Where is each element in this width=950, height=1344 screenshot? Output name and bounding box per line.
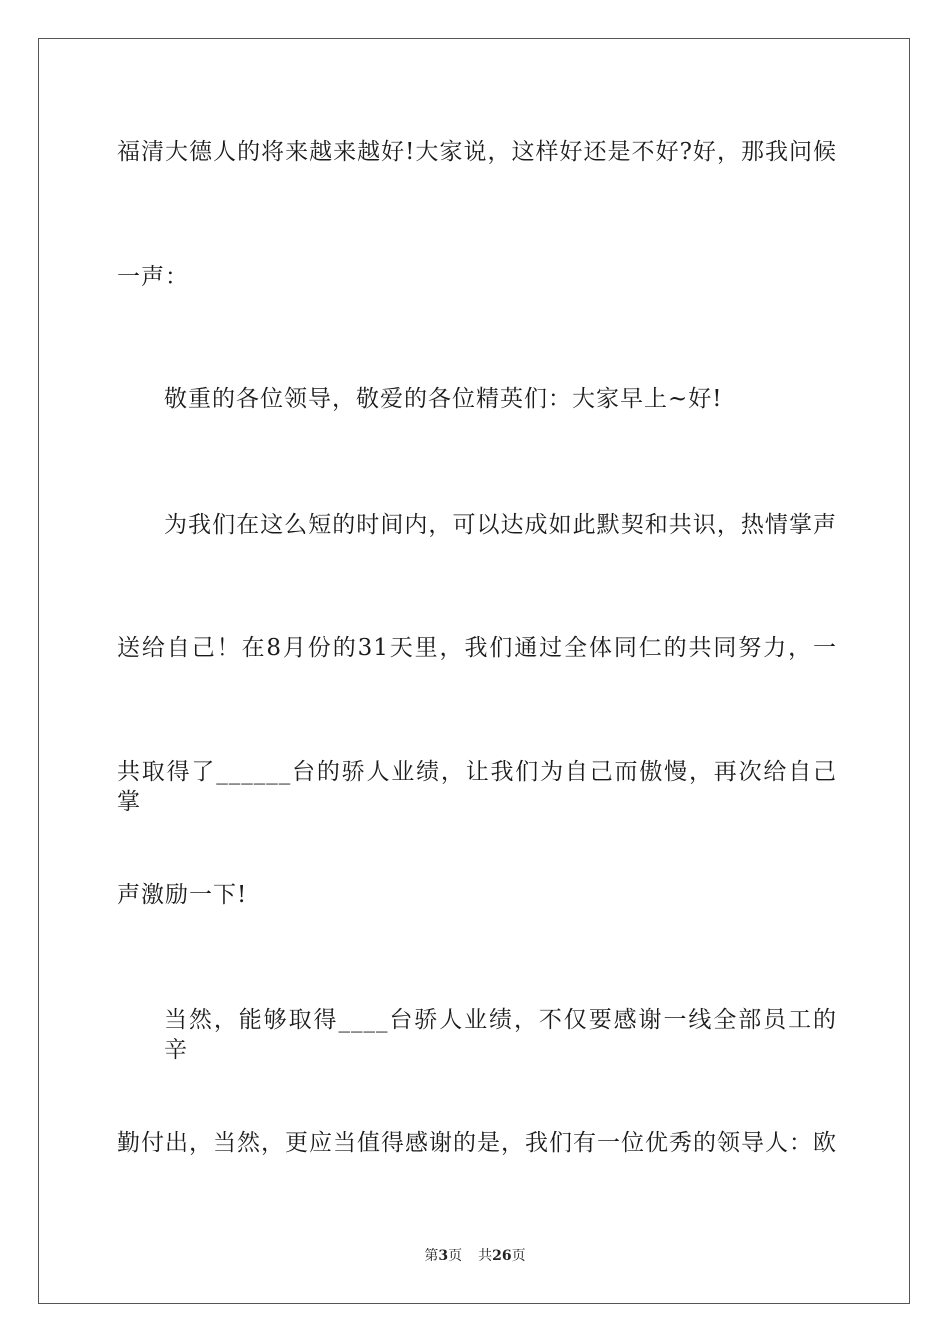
page-border bbox=[38, 38, 910, 1304]
body-text-line: 一声： bbox=[117, 264, 189, 290]
total-pages: 26 bbox=[492, 1248, 512, 1264]
total-suffix: 页 bbox=[511, 1248, 526, 1264]
body-text-line: 当然，能够取得____台骄人业绩，不仅要感谢一线全部员工的辛 bbox=[164, 1007, 837, 1063]
body-text-line: 为我们在这么短的时间内，可以达成如此默契和共识，热情掌声 bbox=[164, 512, 837, 538]
body-text-line: 共取得了______台的骄人业绩，让我们为自己而傲慢，再次给自己掌 bbox=[117, 759, 837, 815]
body-text-line: 敬重的各位领导，敬爱的各位精英们：大家早上~好! bbox=[164, 386, 723, 412]
body-text-line: 勤付出，当然，更应当值得感谢的是，我们有一位优秀的领导人：欧 bbox=[117, 1130, 837, 1156]
total-prefix: 共 bbox=[478, 1248, 493, 1264]
body-text-line: 声激励一下! bbox=[117, 882, 248, 908]
body-text-line: 送给自己！在8月份的31天里，我们通过全体同仁的共同努力，一 bbox=[117, 635, 837, 661]
page-suffix: 页 bbox=[448, 1248, 463, 1264]
page-footer bbox=[0, 1247, 950, 1265]
page-number: 3 bbox=[438, 1248, 449, 1264]
page-prefix: 第 bbox=[424, 1248, 439, 1264]
body-text-line: 福清大德人的将来越来越好!大家说，这样好还是不好?好，那我问候 bbox=[117, 139, 837, 165]
